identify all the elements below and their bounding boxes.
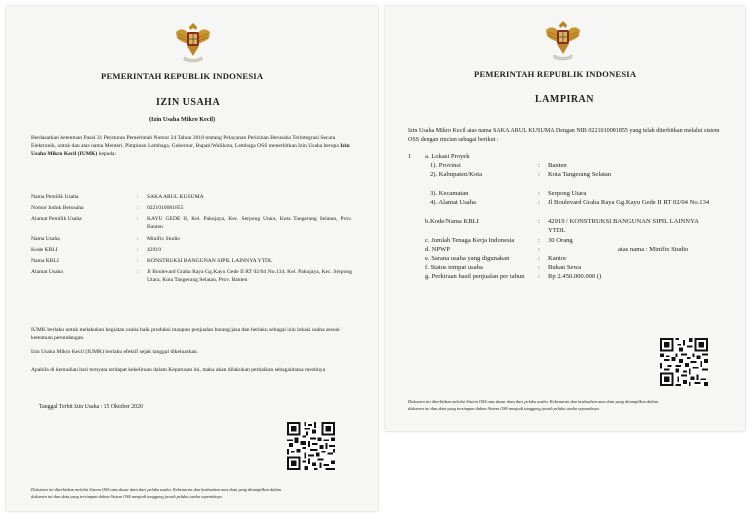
item-label: f. Status tempat usaha (425, 264, 483, 271)
field-value: KAYU GEDE II, Kel. Pakujaya, Kec. Serpong Utara, Kota Tangerang Selatan, Prov. Banten (147, 216, 352, 230)
npwp-note: atas nama : Minifix Studio (618, 246, 689, 253)
disclaimer-footer: Dokumen ini diterbitkan melalui Sistem OSS atas dasar data dari pelaku usaha. Kebenaran dan keabsahan atas data yang ditampilkan dalam dokumen ini dan data yang tersimpan dalam Sistem OSS menjadi tanggung jawab pelaku usaha sepenuhnya. (408, 399, 659, 411)
owner-details-table: Nama Pemilik Usaha : SAKA ARUL KUSUMA Nomor Induk Berusaha : 0221010081855 Alamat Pemilik Usaha : KAYU GEDE II, Kel. Pakujaya, Kec. Serpong Utara, Kota Tangerang Selatan, Prov. Banten Nama Usaha : Minifix Studio Kode KBLI : 42919 Nama KBLI : KONSTRUKSI BANGUNAN SIPIL LAINNYA YTDL Alamat Usaha : Jl Boulevard Graha Raya Gg.Kayu Gede II RT 02/04 No.134, Kel. Pakujaya, Kec. Serpong Utara, Kota Tangerang Selatan, Prov. Banten (31, 194, 352, 283)
field-label: Nama Usaha (31, 236, 60, 242)
field-label: Nama KBLI (31, 258, 59, 264)
field-value: 0221010081855 (147, 205, 184, 211)
item-value: 42919 / KONSTRUKSI BANGUNAN SIPIL LAINNYA YTDL (548, 218, 699, 234)
item-label: 3). Kecamatan (430, 190, 469, 197)
garuda-emblem-icon (174, 20, 212, 64)
item-value: 30 Orang (548, 237, 573, 244)
field-value: 42919 (147, 247, 161, 253)
item-label: d. NPWP (425, 246, 450, 253)
qr-code-icon (287, 422, 335, 470)
item-value: Kantor (548, 255, 567, 262)
document-subtitle: (Izin Usaha Mikro Kecil) (149, 116, 216, 123)
project-details-list: 1 a. Lokasi Proyek 1). Provinsi : Banten 2). Kabupaten/Kota : Kota Tangerang Selatan 3). Kecamatan : Serpong Utara 4). Alamat Usaha : Jl Boulevard Graha Raya Gg.Kayu Gede II RT 02/04 No.134 b.Kode/Nama KBLI : 42919 / KONSTRUKSI BANGUNAN SIPIL LAINNYA YTDL c. Jumlah Tenaga Kerja Indonesia : 30 Orang d. NPWP : atas nama : Minifix Studio e. Sarana usaha yang digunakan : Kantor f. Status tempat usaha : Bukan Sewa g. Perkiraan hasil penjualan per tahun : Rp 2.450.000.000 () (408, 153, 738, 303)
item-value: Banten (548, 162, 567, 169)
document-title: IZIN USAHA (156, 97, 221, 108)
intro-paragraph: Berdasarkan ketentuan Pasal 31 Peraturan Pemerintah Nomor 24 Tahun 2018 tentang Pelayanan Perizinan Berusaha Terintegrasi Secara Elektronik, untuk dan atas nama Menteri, Pimpinan Lembaga, Gubernur, Bupati/Walikota, Lembaga OSS menerbitkan Izin Usaha berupa Izin Usaha Mikro Kecil (IUMK) kepada: (31, 135, 350, 158)
item-label: 2). Kabupaten/Kota (430, 171, 482, 178)
issue-date: Tanggal Terbit Izin Usaha : 15 Oktober 2020 (39, 404, 143, 410)
item-label: g. Perkiraan hasil penjualan per tahun (425, 273, 525, 280)
item-label: a. Lokasi Proyek (425, 153, 470, 160)
item-label: e. Sarana usaha yang digunakan (425, 255, 510, 262)
item-value: Serpong Utara (548, 190, 587, 197)
field-label: Nama Pemilik Usaha (31, 194, 79, 200)
field-label: Kode KBLI (31, 247, 58, 253)
qr-code-icon (660, 338, 708, 386)
item-value: Bukan Sewa (548, 264, 582, 271)
item-label: 4). Alamat Usaha (430, 199, 476, 206)
field-value: KONSTRUKSI BANGUNAN SIPIL LAINNYA YTDL (147, 258, 273, 264)
field-value: Minifix Studio (147, 236, 181, 242)
document-title: LAMPIRAN (535, 94, 594, 105)
field-label: Alamat Usaha (31, 269, 63, 275)
government-heading: PEMERINTAH REPUBLIK INDONESIA (474, 69, 637, 79)
field-label: Alamat Pemilik Usaha (31, 216, 82, 222)
lampiran-intro: Izin Usaha Mikro Kecil atas nama SAKA ARUL KUSUMA Dengan NIB 0221010081855 yang telah diterbitkan melalui sistem OSS dengan rincian sebagai berikut : (408, 128, 720, 143)
lampiran-page (385, 6, 745, 431)
disclaimer-footer: Dokumen ini diterbitkan melalui Sistem OSS atas dasar data dari pelaku usaha. Kebenaran dan keabsahan atas data yang ditampilkan dalam dokumen ini dan data yang tersimpan dalam Sistem OSS menjadi tanggung jawab pelaku usaha sepenuhnya. (31, 487, 282, 499)
effective-note: Izin Usaha Mikro Kecil (IUMK) berlaku efektif sejak tanggal dikeluarkan. (31, 349, 199, 355)
izin-usaha-page (6, 6, 378, 511)
field-value: SAKA ARUL KUSUMA (147, 194, 204, 200)
item-value: Rp 2.450.000.000 () (548, 273, 602, 280)
item-label: b.Kode/Nama KBLI (425, 218, 479, 225)
field-value: Jl Boulevard Graha Raya Gg.Kayu Gede II RT 02/04 No.134, Kel. Pakujaya, Kec. Serpong Utara, Kota Tangerang Selatan, Prov. Banten (147, 269, 352, 283)
item-label: 1). Provinsi (430, 162, 461, 169)
item-value: Jl Boulevard Graha Raya Gg.Kayu Gede II RT 02/04 No.134 (548, 199, 710, 206)
garuda-emblem-icon (544, 18, 582, 62)
item-value: Kota Tangerang Selatan (548, 171, 612, 178)
field-label: Nomor Induk Berusaha (31, 205, 84, 211)
item-label: c. Jumlah Tenaga Kerja Indonesia (425, 237, 515, 244)
validity-note: IUMK berlaku untuk melakukan kegiatan usaha baik produksi maupun penjualan barang/jasa dan berlaku sebagai izin lokasi usaha sesuai ketentuan perundangan. (31, 327, 340, 342)
correction-note: Apabila di kemudian hari ternyata terdapat kekeliruan dalam Keputusan ini, maka akan dilakukan perbaikan sebagaimana mestinya (31, 367, 326, 373)
item-number: 1 (408, 153, 412, 160)
government-heading: PEMERINTAH REPUBLIK INDONESIA (101, 71, 264, 81)
